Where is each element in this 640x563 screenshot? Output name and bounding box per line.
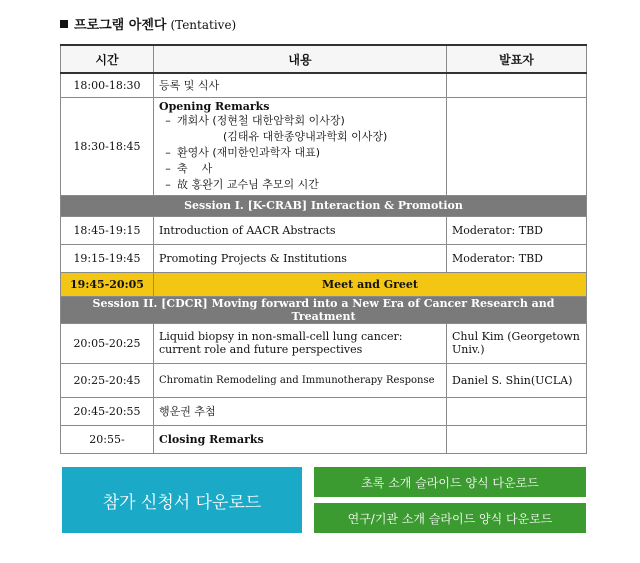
presenter-cell: Moderator: TBD [447,216,587,244]
presenter-cell [447,73,587,97]
table-row-meet-greet [61,272,587,296]
opening-line: – 故 홍완기 교수님 추모의 시간 [165,177,319,191]
time-cell: 20:45-20:55 [61,397,154,425]
time-cell: 20:05-20:25 [61,323,154,363]
time-cell: 19:15-19:45 [61,244,154,272]
opening-line: (김태유 대한종양내과학회 이사장) [223,129,388,143]
session-label: Session I. [K-CRAB] Interaction & Promotion [61,195,587,216]
time-cell: 18:30-18:45 [61,97,154,195]
opening-line: – 환영사 (재미한인과학자 대표) [165,145,321,159]
time-cell: 18:45-19:15 [61,216,154,244]
opening-line: – 개회사 (정현철 대한암학회 이사장) [165,113,345,127]
col-header-time: 시간 [61,45,154,73]
opening-line: – 축 사 [165,161,213,175]
agenda-title: 프로그램 아젠다 [74,18,167,33]
presenter-cell: Daniel S. Shin(UCLA) [447,363,587,397]
content-cell: 등록 및 식사 [154,73,447,97]
opening-remarks-title: Opening Remarks [159,99,270,113]
table-row-opening [61,97,587,195]
time-cell: 19:45-20:05 [61,272,154,296]
content-cell: Promoting Projects & Institutions [154,244,447,272]
table-row [61,363,587,397]
presenter-cell [447,97,587,195]
table-row [61,216,587,244]
table-row [61,397,587,425]
table-row [61,425,587,453]
col-header-content: 내용 [154,45,447,73]
time-cell: 20:55- [61,425,154,453]
table-row [61,73,587,97]
table-row [61,323,587,363]
presenter-cell [447,397,587,425]
content-cell: Introduction of AACR Abstracts [154,216,447,244]
abstract-slide-download-button[interactable]: 초록 소개 슬라이드 양식 다운로드 [314,467,586,497]
content-cell: Liquid biopsy in non-small-cell lung cancer: current role and future perspectives [154,323,447,363]
meet-greet-label: Meet and Greet [154,272,587,296]
session-row [61,296,587,323]
header-row [61,45,587,73]
presenter-cell: Chul Kim (Georgetown Univ.) [447,323,587,363]
content-cell: Closing Remarks [154,425,447,453]
session-row [61,195,587,216]
agenda-table [60,44,587,454]
session-label: Session II. [CDCR] Moving forward into a New Era of Cancer Research and Treatment [61,296,587,323]
col-header-presenter: 발표자 [447,45,587,73]
time-cell: 18:00-18:30 [61,73,154,97]
institution-slide-download-button[interactable]: 연구/기관 소개 슬라이드 양식 다운로드 [314,503,586,533]
tentative-note: (Tentative) [170,18,237,32]
square-bullet-icon [60,20,68,28]
registration-download-button[interactable]: 참가 신청서 다운로드 [62,467,302,533]
content-cell: 행운권 추첨 [154,397,447,425]
time-cell: 20:25-20:45 [61,363,154,397]
content-cell: Chromatin Remodeling and Immunotherapy Response [154,363,447,397]
content-cell [154,97,447,195]
agenda-heading [60,14,236,33]
presenter-cell: Moderator: TBD [447,244,587,272]
presenter-cell [447,425,587,453]
table-row [61,244,587,272]
